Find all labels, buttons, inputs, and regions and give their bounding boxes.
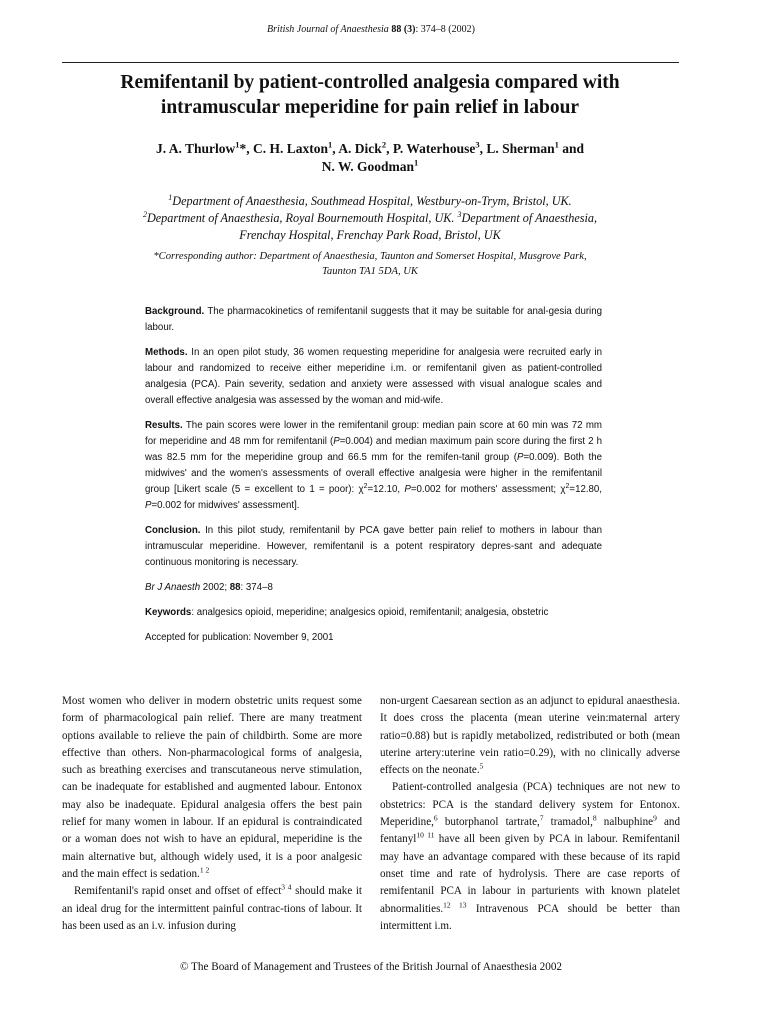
affiliations bbox=[80, 193, 660, 244]
accepted-date: Accepted for publication: November 9, 2001 bbox=[145, 632, 334, 643]
affiliation-text: Department of Anaesthesia, Royal Bournemouth Hospital, UK. bbox=[146, 211, 458, 225]
abstract-results bbox=[145, 418, 602, 514]
affiliation-line-1 bbox=[80, 193, 660, 210]
paragraph-text: Patient-controlled analgesia (PCA) techniques are not new to obstetrics: PCA is the standard delivery system for Entonox. Meperidine, bbox=[380, 781, 680, 829]
author-separator: , bbox=[479, 141, 487, 156]
abstract bbox=[145, 304, 602, 655]
section-text: =0.004) and median maximum pain score during the first 2 h was 82.5 mm for the meperidine group and 66.5 mm for the remifen-tanil group ( bbox=[145, 436, 602, 463]
p-symbol: P bbox=[145, 500, 152, 511]
author-name: J. A. Thurlow bbox=[156, 141, 236, 156]
corresponding-marker: *, bbox=[239, 141, 254, 156]
title-line-2: intramuscular meperidine for pain relief in labour bbox=[160, 97, 580, 118]
section-text: The pain scores were lower in the remifentanil group: median pain score at 60 min was 72 mm for meperidine and 48 mm for remifentanil ( bbox=[145, 420, 602, 447]
superscript: 2 bbox=[363, 482, 368, 490]
p-symbol: P bbox=[517, 452, 524, 463]
author-name: N. W. Goodman bbox=[321, 159, 415, 174]
abstract-conclusion bbox=[145, 523, 602, 571]
author-name: C. H. Laxton bbox=[253, 141, 329, 156]
citation-pages: : 374–8 bbox=[240, 582, 273, 593]
reference-marker: 6 bbox=[433, 813, 438, 823]
section-text: =12.80, bbox=[569, 484, 602, 495]
author-line-1 bbox=[90, 140, 650, 158]
reference-marker: 12 13 bbox=[443, 899, 467, 909]
keywords-text: : analgesics opioid, meperidine; analgesics opioid, remifentanil; analgesia, obstetric bbox=[191, 607, 549, 618]
reference-marker: 8 bbox=[592, 813, 597, 823]
author-list bbox=[90, 140, 650, 176]
paragraph-text: non-urgent Caesarean section as an adjunct to epidural anaesthesia. It does cross the placenta (mean uterine vein:maternal artery ratio=0.88) but is rapidly metabolized, redistributed or both (mean uterine artery:uterine vein ratio=0.29), with no clinically adverse effects on the neonate. bbox=[380, 695, 680, 777]
affiliation-text: Department of Anaesthesia, Southmead Hospital, Westbury-on-Trym, Bristol, UK. bbox=[172, 194, 572, 208]
copyright-footer: © The Board of Management and Trustees of the British Journal of Anaesthesia 2002 bbox=[179, 961, 563, 973]
reference-marker: 7 bbox=[539, 813, 544, 823]
section-label: Methods. bbox=[145, 347, 188, 358]
keywords-label: Keywords bbox=[145, 607, 192, 618]
section-text: In this pilot study, remifentanil by PCA gave better pain relief to mothers in labour than intramuscular meperidine. However, remifentanil is a potent respiratory depres-sant and adequate continuous monitoring is necessary. bbox=[145, 525, 602, 568]
title-line-1: Remifentanil by patient-controlled analgesia compared with bbox=[120, 72, 620, 93]
keywords bbox=[145, 605, 602, 621]
corresponding-line-2: Taunton TA1 5DA, UK bbox=[322, 266, 418, 277]
affiliation-line-2 bbox=[80, 210, 660, 227]
article-title bbox=[70, 70, 670, 120]
affiliation-marker: 1 bbox=[235, 139, 240, 150]
author-separator: and bbox=[558, 141, 584, 156]
body-paragraph bbox=[62, 883, 362, 935]
abstract-background bbox=[145, 304, 602, 336]
section-label: Results. bbox=[145, 420, 183, 431]
reference-marker: 1 2 bbox=[199, 865, 210, 875]
citation-year: 2002; bbox=[200, 582, 230, 593]
corresponding-author bbox=[90, 249, 650, 279]
citation-journal: Br J Anaesth bbox=[145, 582, 201, 593]
reference-marker: 9 bbox=[653, 813, 657, 823]
affiliation-marker: 1 bbox=[414, 157, 419, 168]
reference-marker: 5 bbox=[479, 761, 484, 771]
reference-marker: 10 11 bbox=[416, 830, 435, 840]
section-text: =0.009). Both the midwives' and the women's assessments of overall effective analgesia were higher in the remifentanil group [Likert scale (5 = excellent to 1 = poor): χ bbox=[145, 452, 602, 495]
section-label: Background. bbox=[145, 306, 205, 317]
corresponding-line-1: *Corresponding author: Department of Anaesthesia, Taunton and Somerset Hospital, Musgrove Park, bbox=[153, 251, 587, 262]
section-text: =12.10, bbox=[367, 484, 405, 495]
paragraph-text: butorphanol tartrate, bbox=[437, 816, 540, 829]
affiliation-line-3: Frenchay Hospital, Frenchay Park Road, Bristol, UK bbox=[239, 228, 501, 242]
paragraph-text: tramadol, bbox=[543, 816, 593, 829]
body-column-left bbox=[62, 693, 362, 935]
affiliation-marker: 1 bbox=[554, 139, 559, 150]
affiliation-text: Department of Anaesthesia, bbox=[461, 211, 598, 225]
p-symbol: P bbox=[404, 484, 411, 495]
paragraph-text: Remifentanil's rapid onset and offset of effect bbox=[74, 885, 282, 898]
section-text: In an open pilot study, 36 women requesting meperidine for analgesia were recruited early in labour and randomized to receive either meperidine i.m. or remifentanil given as patient-controlled analgesia (PCA). Pain severity, sedation and anxiety were assessed with visual analogue scales and overall effective analgesia was assessed by the woman and mid-wife. bbox=[145, 347, 602, 406]
journal-volume: 88 bbox=[391, 24, 402, 35]
paragraph-text: Most women who deliver in modern obstetric units request some form of pharmacological pain relief. There are many treatment options available to relieve the pain of childbirth. Some are more effective than others. Non-pharmacological forms of analgesia, such as breathing exercises and transcutaneous nerve stimulation, can be inadequate for established and augmented labour. Entonox may also be inadequate. Epidural analgesia offers the best pain relief for many women in labour. If an epidural is contraindicated or a woman does not wish to have an epidural, meperidine is the main alternative but, although widely used, it is a poor analgesic and the main effect is sedation. bbox=[62, 695, 362, 880]
paragraph-text: have all been given by PCA in labour. Remifentanil may have an advantage compared with these because of its rapid onset time and rate of hydrolysis. There are case reports of remifentanil PCA in labour in parturients with known platelet abnormalities. bbox=[380, 833, 680, 915]
body-paragraph bbox=[380, 693, 680, 779]
author-name: P. Waterhouse bbox=[392, 141, 476, 156]
affiliation-marker: 1 bbox=[328, 139, 333, 150]
author-separator: , bbox=[386, 141, 393, 156]
running-header bbox=[0, 24, 742, 35]
body-column-right bbox=[380, 693, 680, 935]
paragraph-text: nalbuphine bbox=[596, 816, 654, 829]
paragraph-text: Intravenous PCA should be better than intermittent i.m. bbox=[380, 902, 681, 932]
paragraph-text: and fentanyl bbox=[380, 816, 680, 846]
section-text: =0.002 for midwives' assessment]. bbox=[151, 500, 300, 511]
header-divider bbox=[62, 62, 679, 63]
citation bbox=[145, 580, 602, 596]
author-separator: , bbox=[332, 141, 339, 156]
body-paragraph bbox=[380, 779, 680, 935]
author-line-2 bbox=[90, 158, 650, 176]
citation-volume: 88 bbox=[229, 582, 241, 593]
reference-marker: 3 4 bbox=[281, 882, 292, 892]
affiliation-marker: 2 bbox=[381, 139, 387, 150]
paragraph-text: should make it an ideal drug for the intermittent painful contrac-tions of labour. It has been used as an i.v. infusion during bbox=[62, 885, 362, 932]
body-paragraph bbox=[62, 693, 362, 883]
journal-issue: (3) bbox=[403, 24, 416, 35]
p-symbol: P bbox=[333, 436, 340, 447]
affiliation-marker: 3 bbox=[475, 139, 480, 150]
section-label: Conclusion. bbox=[145, 525, 201, 536]
affiliation-number: 2 bbox=[142, 209, 147, 219]
author-name: A. Dick bbox=[338, 141, 382, 156]
journal-pages-year: : 374–8 (2002) bbox=[415, 24, 475, 35]
section-text: =0.002 for mothers' assessment; χ bbox=[410, 484, 566, 495]
section-text: The pharmacokinetics of remifentanil suggests that it may be suitable for anal-gesia during labour. bbox=[145, 306, 602, 333]
journal-name: British Journal of Anaesthesia bbox=[267, 24, 389, 35]
affiliation-number: 1 bbox=[168, 192, 173, 202]
abstract-methods bbox=[145, 345, 602, 409]
affiliation-number: 3 bbox=[457, 209, 462, 219]
author-name: L. Sherman bbox=[486, 141, 555, 156]
superscript: 2 bbox=[565, 482, 570, 490]
